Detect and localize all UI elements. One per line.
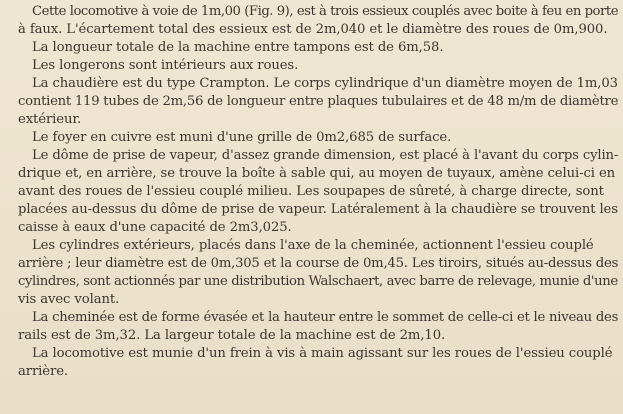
text-line: La cheminée est de forme évasée et la hauteur entre le sommet de celle-ci et le niveau des [32,310,619,325]
paragraph-gauge-axles [18,3,618,39]
text-line: Les cylindres extérieurs, placés dans l'axe de la cheminée, actionnent l'essieu couplé [32,238,594,253]
text-line: drique et, en arrière, se trouve la boîte à sable qui, au moyen de tuyaux, amène celui-ci en [18,166,616,181]
text-line: rails est de 3m,32. La largeur totale de la machine est de 2m,10. [18,328,446,343]
text-line: contient 119 tubes de 2m,56 de longueur entre plaques tubulaires et de 48 m/m de diamètre [18,94,619,109]
text-line: La locomotive est munie d'un frein à vis à main agissant sur les roues de l'essieu couplé [32,346,613,361]
text-line: à faux. L'écartement total des essieux est de 2m,040 et le diamètre des roues de 0m,900. [18,22,608,37]
text-line: placées au-dessus du dôme de prise de vapeur. Latéralement à la chaudière se trouvent les [18,202,618,217]
text-line: arrière ; leur diamètre est de 0m,305 et la course de 0m,45. Les tiroirs, situés au-dessus des [18,256,619,271]
text-line: Le dôme de prise de vapeur, d'assez grande dimension, est placé à l'avant du corps cylin- [32,148,619,163]
text-line: La longueur totale de la machine entre tampons est de 6m,58. [32,40,444,55]
paragraph-length [18,39,618,57]
paragraph-dome [18,147,618,237]
text-line: Cette locomotive à voie de 1m,00 (Fig. 9), est à trois essieux couplés avec boite à feu en porte [32,4,619,19]
text-line: La chaudière est du type Crampton. Le corps cylindrique d'un diamètre moyen de 1m,03 [32,76,618,91]
text-line: vis avec volant. [18,292,120,307]
text-line: avant des roues de l'essieu couplé milieu. Les soupapes de sûreté, à charge directe, sont [18,184,604,199]
text-line: caisse à eaux d'une capacité de 2m3,025. [18,220,292,235]
text-line: Le foyer en cuivre est muni d'une grille de 0m2,685 de surface. [32,130,452,145]
paragraph-chimney [18,309,618,345]
text-line: cylindres, sont actionnés par une distribution Walschaert, avec barre de relevage, munie d'une [18,274,618,289]
paragraph-frames [18,57,618,75]
paragraph-firebox [18,129,618,147]
paragraph-brake [18,345,618,381]
text-line: arrière. [18,364,68,379]
paragraph-cylinders [18,237,618,309]
body-text [18,3,618,381]
text-line: Les longerons sont intérieurs aux roues. [32,58,299,73]
text-line: extérieur. [18,112,82,127]
paragraph-boiler [18,75,618,129]
